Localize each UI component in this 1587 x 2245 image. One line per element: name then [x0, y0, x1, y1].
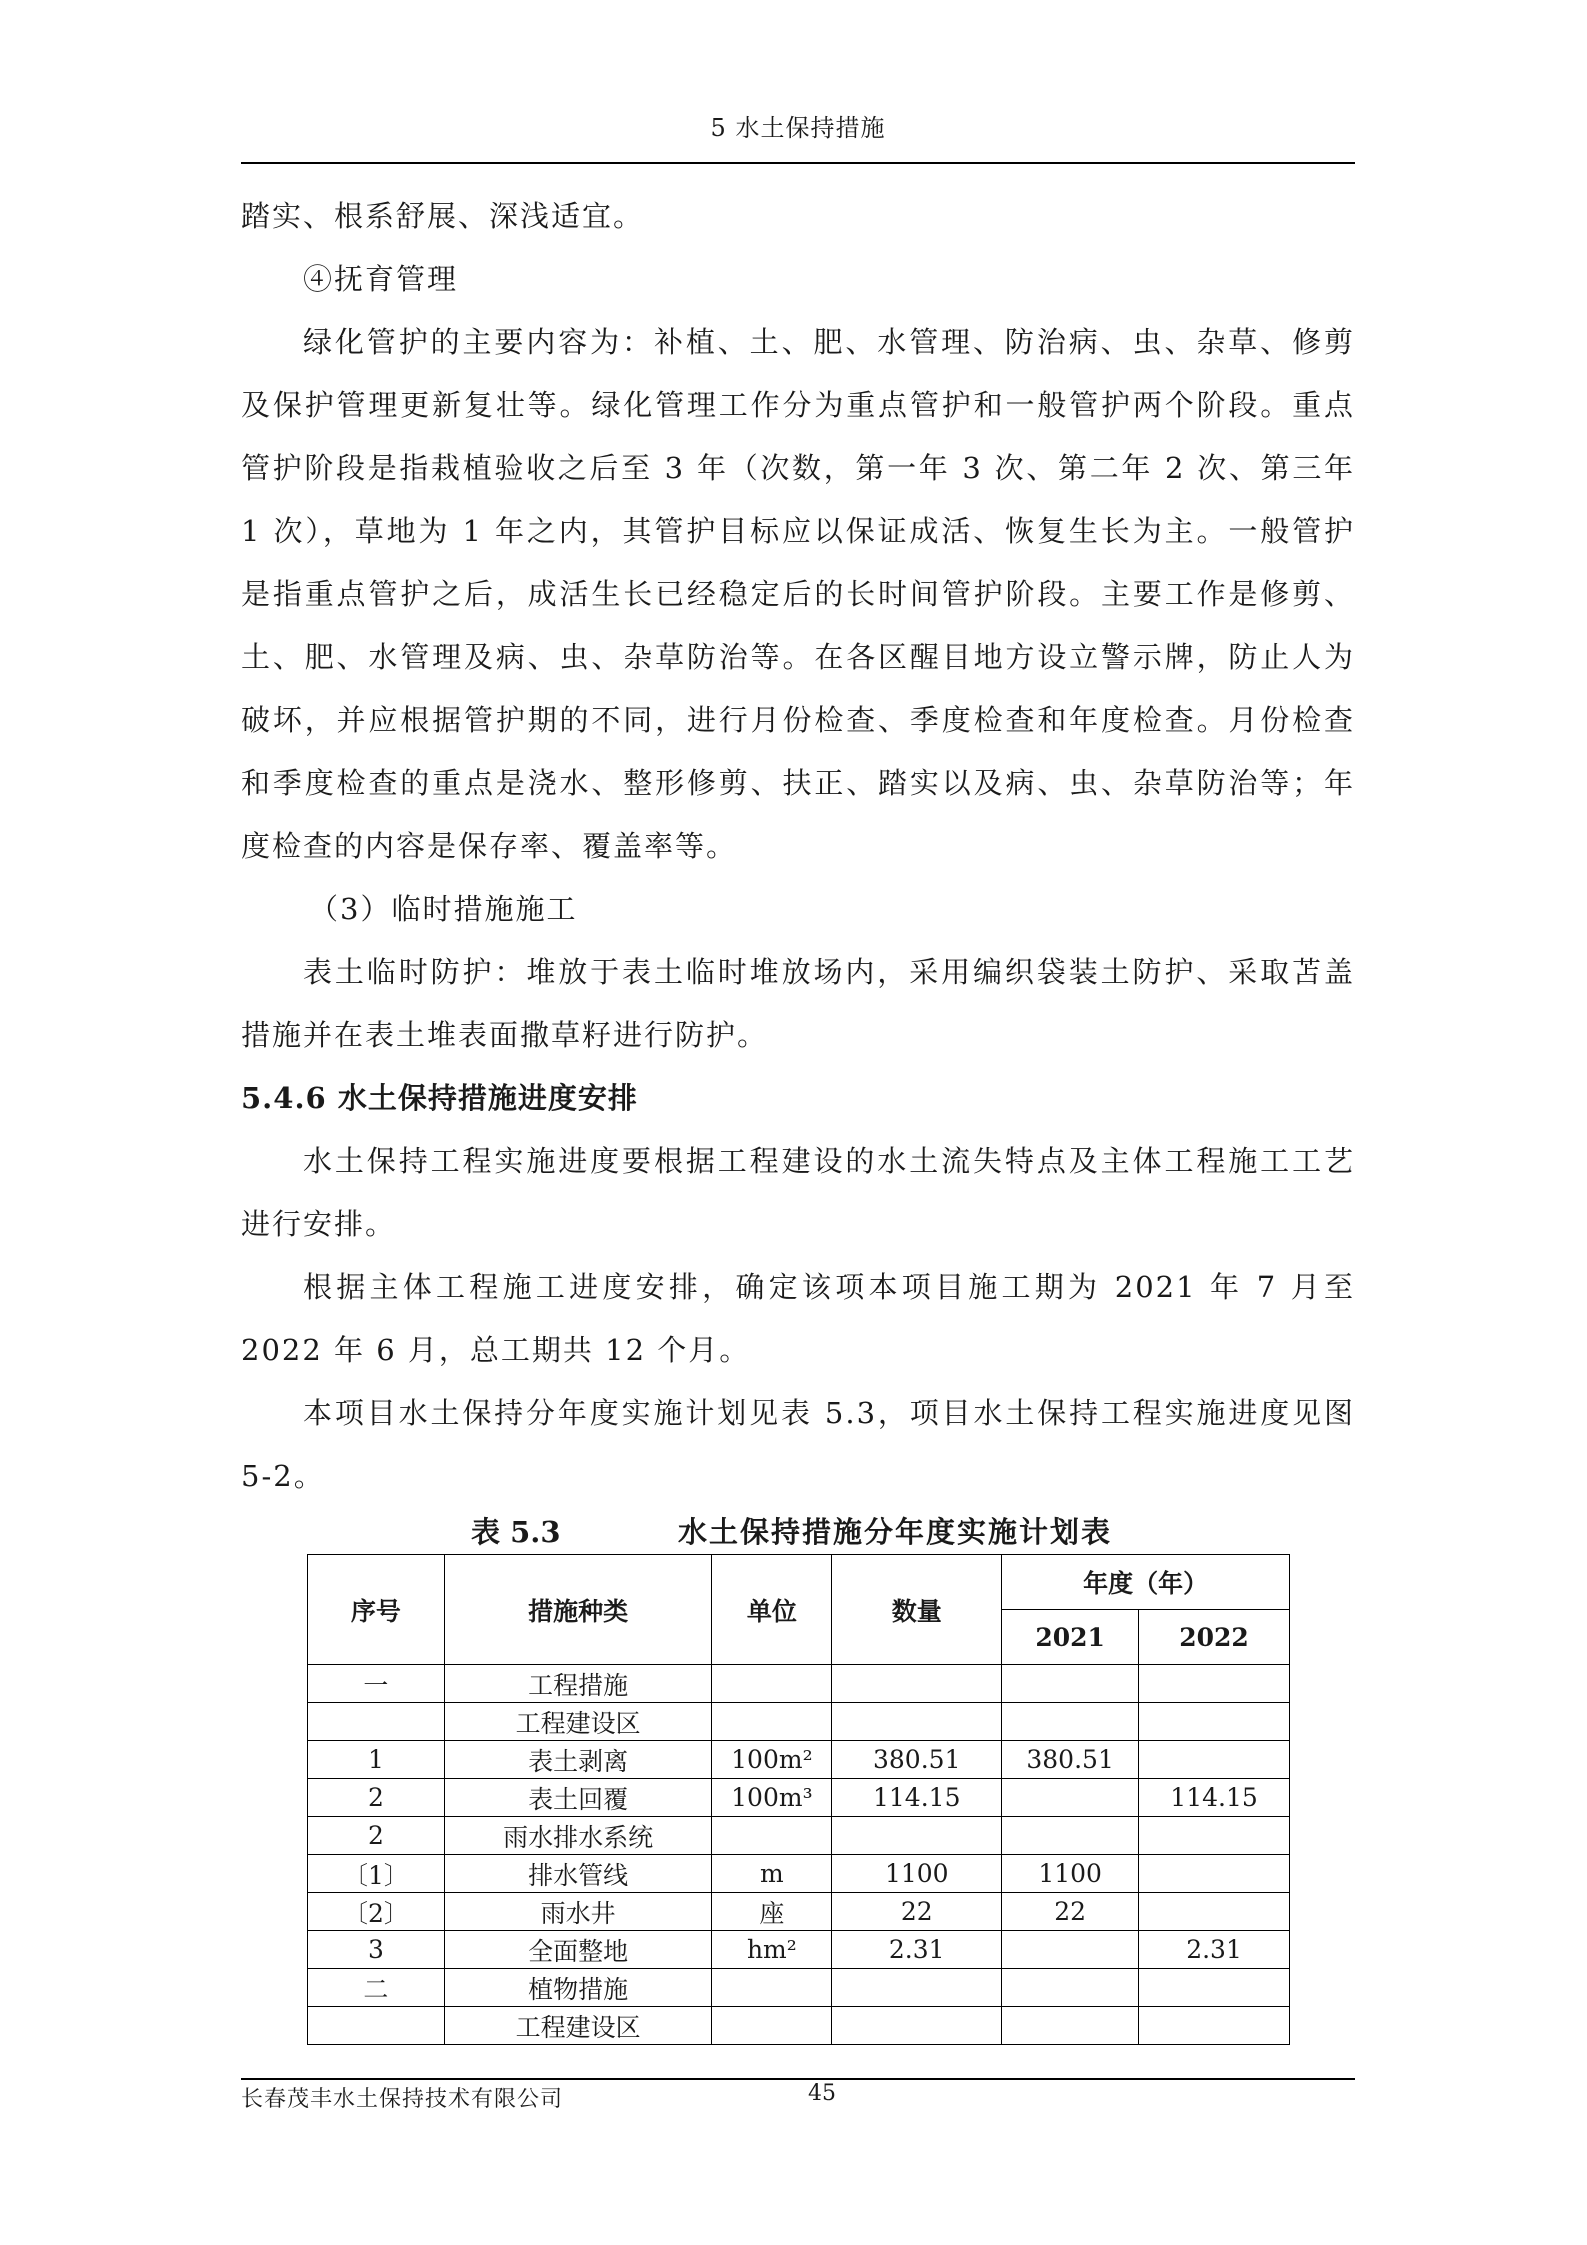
paragraph-greening-care: 绿化管护的主要内容为：补植、土、肥、水管理、防治病、虫、杂草、修剪及保护管理更新复壮等。绿化管理工作分为重点管护和一般管护两个阶段。重点管护阶段是指栽植验收之后至 3 年（次数，第一年 3 次、第二年 2 次、第三年 1 次），草地为 1 年之内，其管护目标应以保证成活、恢复生长为主。一般管护是指重点管护之后，成活生长已经稳定后的长时间管护阶段。主要工作是修剪、土、肥、水管理及病、虫、杂草防治等。在各区醒目地方设立警示牌，防止人为破坏，并应根据管护期的不同，进行月份检查、季度检查和年度检查。月份检查和季度检查的重点是浇水、整形修剪、扶正、踏实以及病、虫、杂草防治等；年度检查的内容是保存率、覆盖率等。 [241, 325, 1355, 863]
header-seq: 序号 [308, 1555, 445, 1665]
cell-y2022 [1139, 2007, 1290, 2045]
cell-y2022 [1139, 1817, 1290, 1855]
cell-seq [308, 1703, 445, 1741]
cell-y2022: 2.31 [1139, 1931, 1290, 1969]
table-body [308, 1665, 1290, 2045]
cell-y2021 [1002, 1665, 1139, 1703]
cell-unit: 100m³ [712, 1779, 832, 1817]
cell-y2021 [1002, 1703, 1139, 1741]
header-year-group: 年度（年） [1002, 1555, 1290, 1610]
cell-y2021: 380.51 [1002, 1741, 1139, 1779]
cell-unit: 座 [712, 1893, 832, 1931]
cell-measure: 排水管线 [444, 1855, 712, 1893]
cell-measure: 全面整地 [444, 1931, 712, 1969]
cell-unit [712, 1665, 832, 1703]
cell-unit: hm² [712, 1931, 832, 1969]
header-quantity: 数量 [832, 1555, 1002, 1665]
cell-seq: 3 [308, 1931, 445, 1969]
cell-y2022 [1139, 1855, 1290, 1893]
cell-seq: 二 [308, 1969, 445, 2007]
paragraph-planting-end: 踏实、根系舒展、深浅适宜。 [241, 199, 645, 233]
table-row [308, 1893, 1290, 1931]
cell-seq [308, 2007, 445, 2045]
table-title: 水土保持措施分年度实施计划表 [678, 1515, 1113, 1549]
header-year-2021: 2021 [1002, 1610, 1139, 1665]
cell-seq: 〔2〕 [308, 1893, 445, 1931]
cell-y2022 [1139, 1893, 1290, 1931]
cell-qty: 1100 [832, 1855, 1002, 1893]
cell-qty [832, 2007, 1002, 2045]
cell-unit [712, 1703, 832, 1741]
cell-y2022 [1139, 1741, 1290, 1779]
header-rule [241, 162, 1355, 164]
table-row [308, 1855, 1290, 1893]
cell-y2022 [1139, 1969, 1290, 2007]
cell-qty [832, 1969, 1002, 2007]
cell-seq: 1 [308, 1741, 445, 1779]
cell-qty [832, 1665, 1002, 1703]
paragraph-plan-reference: 本项目水土保持分年度实施计划见表 5.3，项目水土保持工程实施进度见图 5-2。 [241, 1396, 1355, 1493]
table-row [308, 1779, 1290, 1817]
page-body [241, 185, 1355, 2045]
cell-y2021 [1002, 2007, 1139, 2045]
cell-y2022: 114.15 [1139, 1779, 1290, 1817]
section-heading: 5.4.6 水土保持措施进度安排 [241, 1081, 638, 1115]
paragraph-topsoil-protection: 表土临时防护：堆放于表土临时堆放场内，采用编织袋装土防护、采取苫盖措施并在表土堆表面撒草籽进行防护。 [241, 955, 1355, 1052]
table-number: 表 5.3 [471, 1515, 561, 1549]
cell-seq: 一 [308, 1665, 445, 1703]
table-row [308, 1665, 1290, 1703]
subheading-temporary-measures: （3）临时措施施工 [309, 892, 578, 926]
cell-qty: 22 [832, 1893, 1002, 1931]
table-caption [241, 1508, 1355, 1554]
table-row [308, 1969, 1290, 2007]
cell-qty [832, 1817, 1002, 1855]
header-year-2022: 2022 [1139, 1610, 1290, 1665]
cell-unit [712, 1969, 832, 2007]
cell-qty: 380.51 [832, 1741, 1002, 1779]
header-measure: 措施种类 [444, 1555, 712, 1665]
page-number: 45 [808, 2081, 836, 2106]
footer-rule [241, 2078, 1355, 2080]
paragraph-schedule-basis: 水土保持工程实施进度要根据工程建设的水土流失特点及主体工程施工工艺进行安排。 [241, 1144, 1355, 1241]
cell-measure: 植物措施 [444, 1969, 712, 2007]
table-row [308, 1817, 1290, 1855]
table-row [308, 1703, 1290, 1741]
cell-y2021 [1002, 1779, 1139, 1817]
cell-y2021: 1100 [1002, 1855, 1139, 1893]
cell-unit: m [712, 1855, 832, 1893]
cell-seq: 2 [308, 1779, 445, 1817]
cell-measure: 雨水排水系统 [444, 1817, 712, 1855]
cell-y2021 [1002, 1969, 1139, 2007]
header-unit: 单位 [712, 1555, 832, 1665]
cell-seq: 〔1〕 [308, 1855, 445, 1893]
cell-y2021: 22 [1002, 1893, 1139, 1931]
table-row [308, 1931, 1290, 1969]
cell-measure: 雨水井 [444, 1893, 712, 1931]
cell-qty: 114.15 [832, 1779, 1002, 1817]
cell-measure: 表土剥离 [444, 1741, 712, 1779]
paragraph-construction-period: 根据主体工程施工进度安排，确定该项本项目施工期为 2021 年 7 月至 2022 年 6 月，总工期共 12 个月。 [241, 1270, 1355, 1367]
cell-y2021 [1002, 1931, 1139, 1969]
cell-unit: 100m² [712, 1741, 832, 1779]
cell-measure: 工程措施 [444, 1665, 712, 1703]
cell-seq: 2 [308, 1817, 445, 1855]
table-row [308, 1741, 1290, 1779]
cell-qty: 2.31 [832, 1931, 1002, 1969]
page-header: 5 水土保持措施 [710, 114, 886, 142]
table-row [308, 2007, 1290, 2045]
cell-y2022 [1139, 1665, 1290, 1703]
cell-y2022 [1139, 1703, 1290, 1741]
cell-qty [832, 1703, 1002, 1741]
cell-y2021 [1002, 1817, 1139, 1855]
cell-unit [712, 1817, 832, 1855]
cell-measure: 工程建设区 [444, 2007, 712, 2045]
cell-unit [712, 2007, 832, 2045]
annual-plan-table [307, 1554, 1290, 2045]
cell-measure: 表土回覆 [444, 1779, 712, 1817]
footer-company: 长春茂丰水土保持技术有限公司 [241, 2087, 564, 2112]
cell-measure: 工程建设区 [444, 1703, 712, 1741]
subheading-tending: ④抚育管理 [303, 262, 459, 296]
